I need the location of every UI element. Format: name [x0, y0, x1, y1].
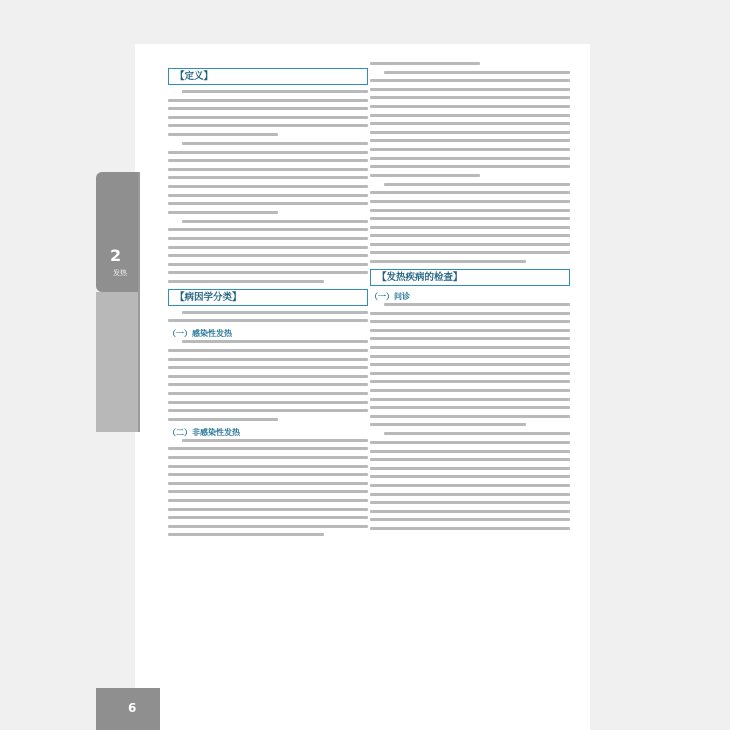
right-paragraph-4 — [370, 432, 570, 530]
chapter-tab — [96, 172, 140, 292]
definition-paragraph-2 — [168, 142, 368, 214]
noninfectious-paragraph — [168, 439, 368, 537]
history-heading: （一）问诊 — [370, 292, 410, 302]
chapter-number: 2 — [110, 246, 122, 265]
infectious-heading: （一）感染性发热 — [168, 329, 232, 339]
chapter-label: 发热 — [113, 269, 127, 277]
inspection-heading: 【发热疾病的检查】 — [370, 269, 570, 286]
pathogenesis-heading: 【病因学分类】 — [168, 289, 368, 306]
right-paragraph-1 — [370, 62, 570, 177]
pathogenesis-paragraph — [168, 311, 368, 323]
chapter-rule — [138, 172, 140, 432]
right-column — [370, 62, 570, 536]
noninfectious-heading: （二）非感染性发热 — [168, 427, 240, 437]
definition-heading: 【定义】 — [168, 68, 368, 85]
infectious-paragraph — [168, 340, 368, 420]
definition-paragraph-3 — [168, 220, 368, 283]
right-paragraph-2 — [370, 183, 570, 263]
right-paragraph-3 — [370, 303, 570, 426]
left-column — [168, 62, 368, 542]
chapter-band — [96, 292, 140, 432]
page-number-box — [96, 688, 160, 730]
page-number: 6 — [128, 701, 137, 715]
definition-paragraph-1 — [168, 90, 368, 136]
